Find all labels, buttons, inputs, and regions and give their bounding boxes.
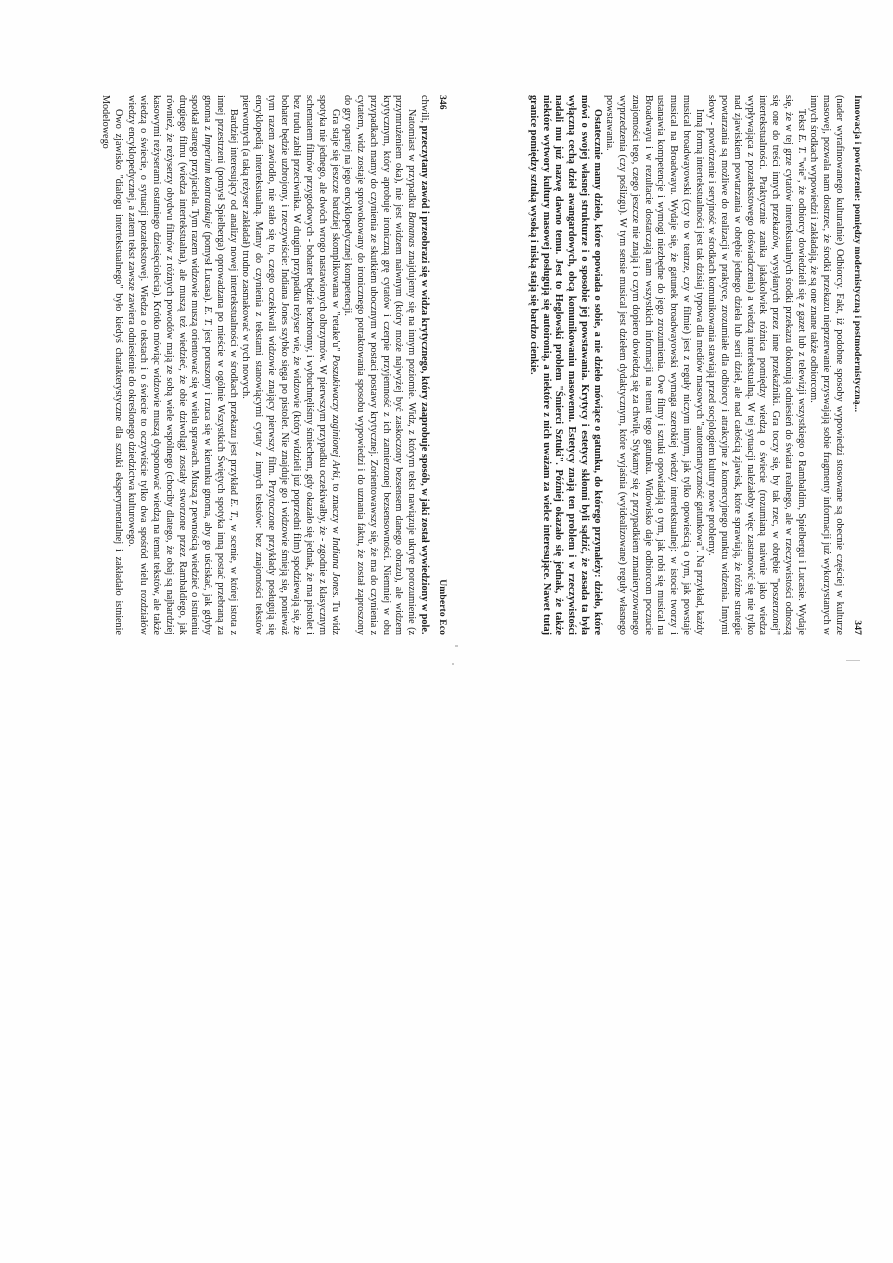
text-run: "wie", że odbiorcy dowiedzieli się z gazet lub z telewizji wszystkiego o Rambaldim, Spielbergu i Lucasie. Wydaje się, że w tej grze cytatów intertekstualnych środki przekazu dokonują odniesień do świata realnego, ale w rzeczywistości odnoszą się one do treści innych przekazów, wysyłanych przez inne przekaźniki. Gra toczy się, by tak rzec, w obrębie "poszerzonej" intertekstualności. Praktycznie zanika jakakolwiek różnica pomiędzy wiedzą o świecie (rozumianą naiwnie jako wiedza wypływająca z pozatekstowego doświadczenia) a wiedzą intertekstualną. W tej sytuacji należałoby więc zastanowić się nie tylko nad zjawiskiem powtarzania w obrębie jednego dzieła lub serii dzieł, ale nad całością zjawisk, które sprawiają, że różne strategie powtarzania są możliwe do realizacji w praktyce, zrozumiałe dla odbiorcy i atrakcyjne z komercyjnego punktu widzenia. Innymi słowy - powtórzenie i seryjność w środkach komunikowania stawiają przed socjologiem kultury nowe problemy. [706, 95, 807, 635]
left-running-title: Umberto Eco [437, 579, 448, 635]
left-page-number: 346 [437, 95, 448, 110]
right-running-head [849, 95, 863, 635]
paragraph [239, 95, 341, 635]
scan-dust-mark [452, 663, 454, 665]
italic-title-text: Imperium kontratakuje [202, 133, 214, 229]
paragraph [603, 95, 705, 635]
text-run: znajdujemy się na innym poziomie. Widz, z którym tekst nawiązuje ukryte porozumienie (z przymrużeniem oka), nie jest widzem naiwnym (który może najwyżej być zaskoczony bezsensem danego obrazu), ale widzem krytycznym, który aprobuje ironiczną grę cytatów i czerpie przyjemność z ich zamierzonej bezsensowności. Niemniej w obu przypadkach mamy do czynienia ze skutkiem ubocznym w postaci postawy krytycznej. Zorientowawszy się, że ma do czynienia z cytatem, widz zostaje sprowokowany do ironicznego potraktowania sposobu wypowiedzi i do uznania faktu, że został zaproszony do gry opartej na jego encyklopedycznej kompetencji. [342, 95, 418, 635]
right-page-number: 347 [852, 620, 863, 635]
paragraph [99, 95, 125, 635]
text-run: Inną formą intertekstualności jest tak dzisiaj typowa dla mediów masowych "autotematyczność gatunkowa". Na przykład, każdy musical broadwayowski (czy to w teatrze, czy w filmie) jest z reguły niczym innym, jak tylko opowieścią o tym, jak powstaje musical na Broadwayu. Wydaje się, że gatunek broadwayowski wymaga szerokiej wiedzy intertekstualnej: w istocie tworzy i ustanawia kompetencje i wymogi niezbędne do jego zrozumienia. Owe filmy i sztuki opowiadają o tym, jak robi się musical na Broadwayu i w rezultacie dostarczają nam wszystkich informacji na temat tego gatunku. Widowisko daje odbiorcom poczucie znajomości tego, czego jeszcze nie znają i o czym dopiero dowiedzą się za chwilę. Stykamy się z przypadkiem zmanieryzowanego wyprzedzenia (czy poślizgu). W tym sensie musical jest dziełem dydaktycznym, które wyjaśnia (wyidealizowane) reguły własnego powstawania. [604, 95, 705, 635]
text-run: , to znaczy w [329, 477, 341, 538]
italic-title-text: E. T. [227, 498, 239, 519]
paragraph [705, 95, 807, 635]
scan-dust-mark [846, 660, 860, 661]
text-run: Gra staje się jeszcze bardziej skomplikowana w "retake'u" [329, 109, 341, 355]
text-run: Bardziej interesujący od analizy nowej intertekstualności w środkach przekazu jest przykład [227, 109, 239, 499]
bold-text: Ostatecznie mamy dzieło, które opowiada o sobie, a nie dzieło mówiące o gatunku, do którego przynależy: dzieło, które mówi o swojej własnej strukturze i o sposobie jej powstawania. Krytycy i estetycy skłonni byli sądzić, że zasada ta była wyłączną cechą dzieł awangardowych, obcą komunikowaniu masowemu. Estetycy znają ten problem i w rzeczywistości nadali mu już nazwę dawno temu. Jest to Heglowski problem "Śmierci Sztuki". Później okazało się jednak, że także niektóre wytwory kultury masowej posługują się autoironią, a niektóre z nich uważam za wielce interesujące. Nawet tutaj granice pomiędzy sztuką wysoką i niską stają się bardzo cienkie. [528, 95, 603, 635]
text-run: . Tu widz spotyka nie jednego, ale dwóch wrogo nastawionych olbrzymów. W pierwszym przypadku oczekiwałby, że - zgodnie z klasycznym schematem filmów przygodowych - bohater będzie bezbronny, i wybuchnęliśmy śmiechem, gdy okazało się jednak, że ma pistolet i bez trudu zabił przeciwnika. W drugim przypadku reżyser wie, że widzowie (który widzieli już poprzedni film) spodziewają się, że bohater będzie uzbrojony, i rzeczywiście: Indiana Jones szybko sięga po pistolet. Nie znajduje go i widzowie śmieją się, ponieważ tym razem zawiodło, nie stało się to, czego oczekiwali widzowie znający pierwszy film. Przytoczone przykłady posługują się encyklopedią intertekstualną. Mamy do czynienia z tekstami stanowiącymi cytaty z innych tekstów: bez znajomości tekstów pierwotnych (a taką reżyser zakładał) trudno zasmakować w tych nowych. [240, 95, 341, 635]
text-run: jest poruszony i rzuca się w kierunku gnoma, aby go uściskać, jak gdyby spotkał starego przyjaciela. Tym razem widzowie muszą orientować się w wielu sprawach. Muszą z pewnością wiedzieć o istnieniu drugiego filmu (wiedza intertekstualna), ale muszą też wiedzieć, że obie dziwolągi zostały stworzone przez Rambaldiego, jak również, że reżyserzy obydwu filmów z różnych powodów mają ze sobą wiele wspólnego (chociby dlatego, że obaj są najbardziej kasowymi reżyserami ostatniego dziesięciolecia). Krótko mówiąc widzowie muszą dysponować wiedzą na temat tekstów, ale także wiedzą o świecie, o sytuacji pozatekstowej. Wiedza o tekstach i o świecie to oczywiście tylko dwa spośród wielu rozdziałów wiedzy encyklopedycznej, a zatem tekst zawsze zawiera odniesienie do określonego dziedzictwa kulturowego. [125, 95, 214, 635]
italic-title-text: E. T. [202, 306, 214, 326]
paragraph [124, 95, 239, 635]
text-run: (nader wyrafinowanego kulturalnie) Odbiorcy. Fakt, iż podobne sposoby wypowiedzi stosowane są obecnie częściej w kulturze masowej, pozwala nam dostrzec, że środki przekazu nieprzerwanie przyswajają sobie fragmenty informacji już wykorzystanych w innych środkach wypowiedzi i zakładają, że są one znane także odbiorcom. [808, 95, 845, 635]
text-run: Natomiast w przypadku [406, 109, 418, 212]
paragraph [526, 95, 603, 635]
text-run: Tekst [795, 109, 807, 135]
italic-title-text: Bananas [406, 211, 418, 248]
left-page-body [28, 95, 430, 635]
italic-title-text: Poszukiwaczy zaginionej Arki [329, 354, 341, 478]
italic-title-text: Indiana Jones [329, 537, 341, 596]
paragraph [807, 95, 845, 635]
paragraph [341, 95, 418, 635]
paragraph [417, 95, 430, 635]
text-run: chwili, [419, 95, 430, 126]
right-page-body [443, 95, 845, 635]
text-run: , w scenie, w której istota z innej przestrzeni (pomysł Spielberga) oprowadzana po mieście w ogólnie Wszystkich Świętych spotyka inną postać przebraną za gnoma z [202, 95, 239, 635]
text-run: (pomysł Lucasa). [202, 228, 214, 307]
scan-dust-mark [455, 645, 458, 647]
left-page [28, 95, 448, 635]
italic-title-text: E. T. [795, 134, 807, 154]
bold-text: przeczytany zawód i przeobrazi się w widza krytycznego, który zaaprobuje sposób, w jaki został wywiedziony w pole. [419, 125, 430, 635]
text-run: Owo zjawisko "dialogu intertekstualnego" było kiedyś charakterystyczne dla sztuki eksperymentalnej i zakładało istnienie Modelowego [100, 95, 124, 635]
right-running-title: Innowacja i powtórzenie: pomiędzy modernistyczną i postmodernistyczną... [852, 95, 863, 413]
right-page [443, 95, 863, 635]
